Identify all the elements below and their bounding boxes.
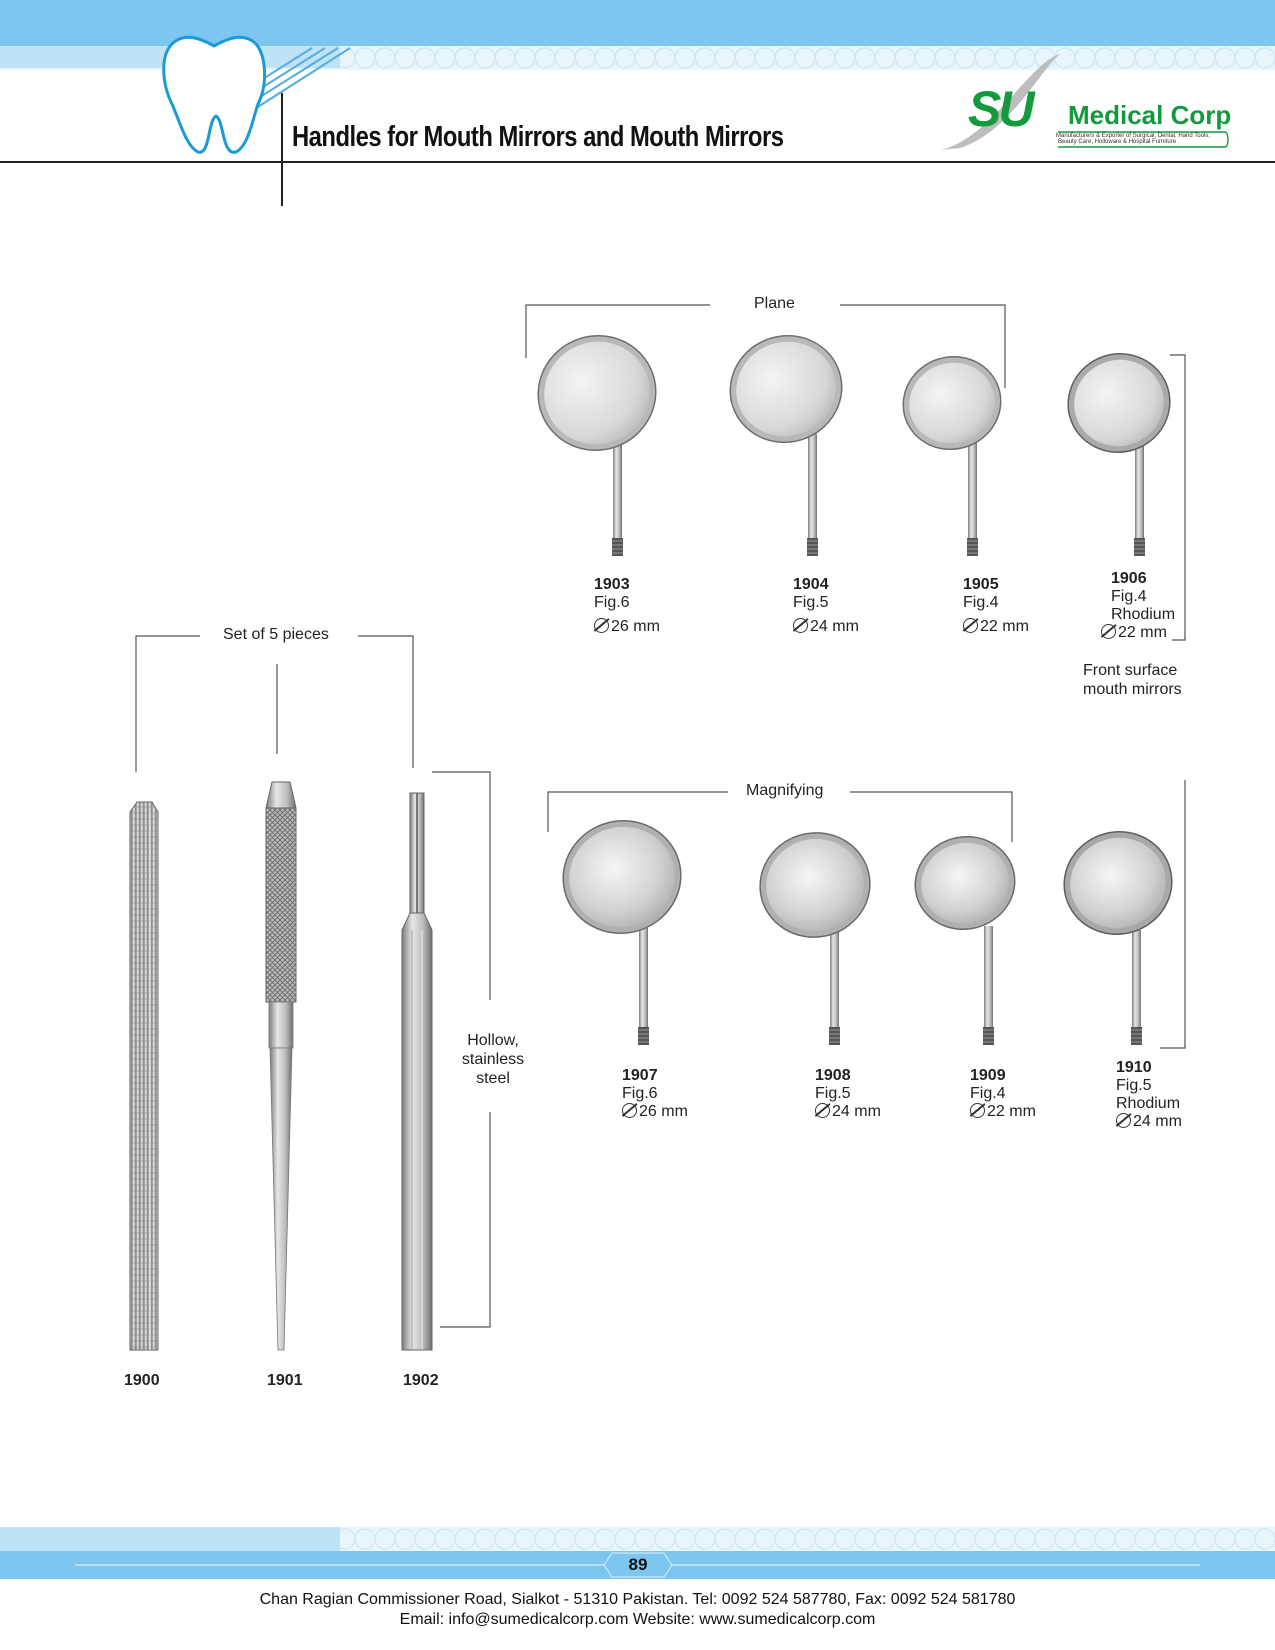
hollow-note-1: Hollow,: [467, 1032, 519, 1049]
item-size: 26 mm: [594, 618, 660, 636]
plane-item-1905: [963, 576, 1029, 636]
hollow-note-2: stainless: [461, 1051, 525, 1068]
diameter-icon: [1101, 624, 1116, 639]
item-code: 1907: [622, 1067, 658, 1084]
handle-1900: [130, 802, 158, 1350]
logo-name: Medical Corp: [1068, 100, 1232, 130]
logo-tagline-2: Beauty Care, Holloware & Hospital Furniture: [1058, 139, 1177, 145]
plane-item-1904: [793, 576, 859, 636]
plane-item-1903: [594, 576, 660, 636]
diameter-icon: [622, 1103, 637, 1118]
item-size: 22 mm: [970, 1103, 1036, 1121]
item-fig: Fig.5: [793, 594, 829, 611]
item-code: 1910: [1116, 1059, 1152, 1076]
handles-bracket-left: [136, 636, 200, 772]
item-code: 1905: [963, 576, 999, 593]
item-fig: Fig.4: [1111, 588, 1147, 605]
rhodium-bracket: [1160, 780, 1185, 1048]
handle-code-1900: 1900: [124, 1372, 160, 1389]
tooth-icon: [164, 37, 265, 152]
item-size: 22 mm: [963, 618, 1029, 636]
hollow-bracket-top: [432, 772, 490, 1000]
front-surface-note-1: Front surface: [1083, 662, 1178, 679]
logo-tagline-1: Manufacturers & Exporter of Surgical, Dental, Hand Tools,: [1056, 133, 1210, 139]
item-finish: Rhodium: [1111, 606, 1176, 623]
footer-address: Chan Ragian Commissioner Road, Sialkot - 51310 Pakistan. Tel: 0092 524 587780, Fax: 0092 524 581780: [259, 1591, 1016, 1608]
diameter-icon: [793, 618, 808, 633]
item-fig: Fig.6: [622, 1085, 658, 1102]
diameter-icon: [1116, 1113, 1131, 1128]
mirror-1910: [1053, 820, 1184, 1045]
diameter-icon: [963, 618, 978, 633]
item-fig: Fig.5: [815, 1085, 851, 1102]
item-fig: Fig.4: [970, 1085, 1006, 1102]
footer-left-strip: [0, 1527, 340, 1551]
magnifying-item-1908: [815, 1067, 881, 1121]
item-code: 1909: [970, 1067, 1006, 1084]
mirror-1908: [750, 823, 879, 1045]
mirror-1903: [522, 319, 672, 556]
item-fig: Fig.5: [1116, 1077, 1152, 1094]
handles-bracket-right: [358, 636, 413, 768]
item-size: 26 mm: [622, 1103, 688, 1121]
item-code: 1904: [793, 576, 829, 593]
magnifying-item-1909: [970, 1067, 1036, 1121]
item-code: 1906: [1111, 570, 1147, 587]
mirror-1905: [891, 344, 1013, 556]
mirror-1906: [1055, 341, 1182, 556]
item-size: 24 mm: [815, 1103, 881, 1121]
mirror-1909: [905, 826, 1025, 1045]
front-surface-note-2: mouth mirrors: [1083, 681, 1182, 698]
logo-mark: SU: [968, 81, 1032, 137]
diameter-icon: [970, 1103, 985, 1118]
diameter-icon: [594, 618, 609, 633]
item-fig: Fig.4: [963, 594, 999, 611]
page-title: Handles for Mouth Mirrors and Mouth Mirrors: [292, 121, 784, 153]
handle-1902: [402, 793, 432, 1350]
magnifying-bracket-right: [850, 792, 1012, 842]
hollow-bracket-bottom: [440, 1112, 490, 1327]
diameter-icon: [815, 1103, 830, 1118]
hollow-note-3: steel: [476, 1070, 510, 1087]
magnifying-item-1910: [1116, 1059, 1182, 1131]
handle-1901: [266, 782, 296, 1350]
mirror-1904: [716, 321, 855, 556]
plane-item-1906: [1111, 570, 1175, 642]
magnifying-item-1907: [622, 1067, 688, 1121]
mirror-1907: [551, 808, 694, 1045]
item-fig: Fig.6: [594, 594, 630, 611]
handles-set-label: Set of 5 pieces: [223, 626, 329, 643]
footer-contact: Email: info@sumedicalcorp.com Website: www.sumedicalcorp.com: [399, 1611, 876, 1628]
item-size: 24 mm: [1116, 1113, 1182, 1131]
plane-label: Plane: [754, 295, 795, 312]
item-code: 1908: [815, 1067, 851, 1084]
handle-code-1902: 1902: [403, 1372, 439, 1389]
item-size: 22 mm: [1101, 624, 1175, 642]
item-code: 1903: [594, 576, 630, 593]
page-number: 89: [628, 1555, 648, 1574]
magnifying-label: Magnifying: [746, 782, 824, 799]
handle-code-1901: 1901: [267, 1372, 303, 1389]
item-size: 24 mm: [793, 618, 859, 636]
item-finish: Rhodium: [1116, 1095, 1181, 1112]
